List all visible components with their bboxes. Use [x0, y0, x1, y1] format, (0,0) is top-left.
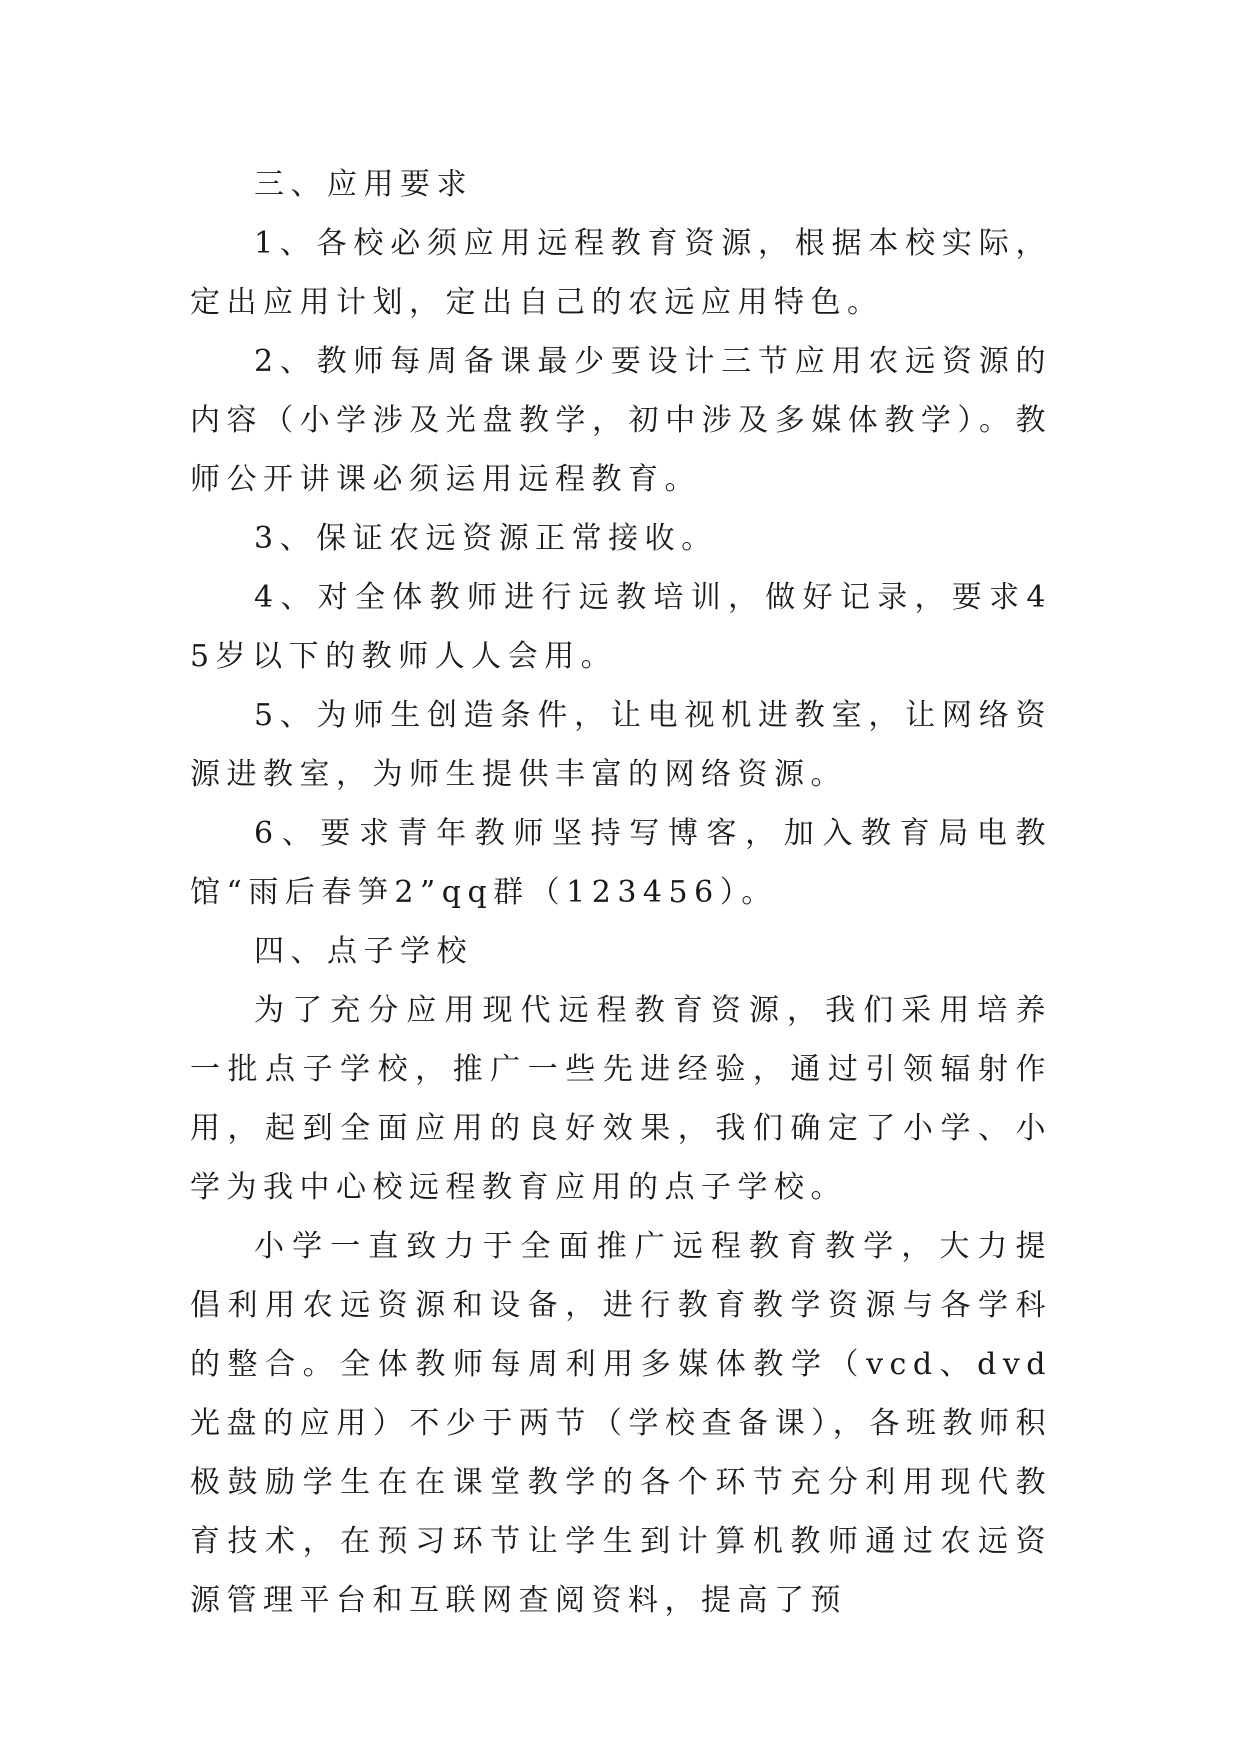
paragraph-requirement-5: 5、为师生创造条件，让电视机进教室，让网络资源进教室，为师生提供丰富的网络资源。: [190, 698, 1052, 792]
paragraph-requirement-2: 2、教师每周备课最少要设计三节应用农远资源的内容（小学涉及光盘教学，初中涉及多媒体教学）。教师公开讲课必须运用远程教育。: [190, 344, 1052, 497]
section-heading-pilot-schools: 四、点子学校: [254, 934, 473, 969]
paragraph-requirement-6: 6、要求青年教师坚持写博客，加入教育局电教馆“雨后春笋2”qq群（123456）。: [190, 816, 1052, 910]
section-heading-application-requirements: 三、应用要求: [254, 167, 473, 202]
document-body: [190, 155, 1052, 1630]
paragraph-requirement-4: 4、对全体教师进行远教培训，做好记录，要求45岁以下的教师人人会用。: [190, 580, 1052, 674]
paragraph-primary-school-practice: 小学一直致力于全面推广远程教育教学，大力提倡利用农远资源和设备，进行教育教学资源与各学科的整合。全体教师每周利用多媒体教学（vcd、dvd光盘的应用）不少于两节（学校查备课），各班教师积极鼓励学生在在课堂教学的各个环节充分利用现代教育技术，在预习环节让学生到计算机教师通过农远资源管理平台和互联网查阅资料，提高了预: [190, 1229, 1052, 1618]
paragraph-requirement-3: 3、保证农远资源正常接收。: [254, 521, 718, 556]
paragraph-requirement-1: 1、各校必须应用远程教育资源，根据本校实际，定出应用计划，定出自己的农远应用特色。: [190, 226, 1052, 320]
paragraph-pilot-schools-intro: 为了充分应用现代远程教育资源，我们采用培养一批点子学校，推广一些先进经验，通过引领辐射作用，起到全面应用的良好效果，我们确定了小学、小学为我中心校远程教育应用的点子学校。: [190, 993, 1052, 1205]
